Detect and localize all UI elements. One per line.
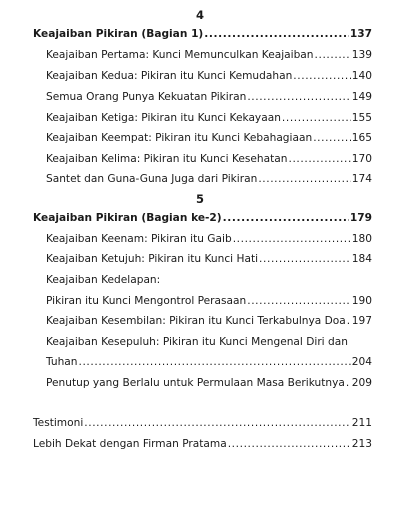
toc-entry-title: Keajaiban Ketujuh: Pikiran itu Kunci Hati [46, 253, 259, 265]
toc-entry[interactable] [46, 273, 372, 287]
toc-entry-page: 170 [351, 153, 372, 165]
chapter-number: 5 [195, 192, 204, 206]
chapter-number: 4 [195, 8, 204, 22]
toc-entry-page: 180 [351, 233, 372, 245]
toc-entry-title: Keajaiban Keempat: Pikiran itu Kunci Kebahagiaan [46, 132, 313, 144]
toc-entry-title: Semua Orang Punya Kekuatan Pikiran [46, 91, 247, 103]
dot-leader [288, 152, 350, 166]
toc-entry[interactable] [46, 69, 372, 83]
toc-entry-title: Lebih Dekat dengan Firman Pratama [33, 438, 227, 450]
toc-entry-author[interactable] [33, 437, 372, 451]
toc-entry-page: 140 [351, 70, 372, 82]
toc-entry[interactable] [46, 131, 372, 145]
toc-entry-page: 213 [351, 438, 372, 450]
toc-entry-testimoni[interactable] [33, 416, 372, 430]
toc-entry-page: 155 [351, 112, 372, 124]
toc-entry[interactable] [46, 48, 372, 62]
toc-entry[interactable] [46, 90, 372, 104]
dot-leader [258, 172, 350, 186]
toc-entry-title: Keajaiban Pikiran (Bagian ke-2) [33, 212, 222, 224]
toc-entry[interactable] [46, 232, 372, 246]
toc-entry-title: Testimoni [33, 417, 84, 429]
toc-entry[interactable] [46, 376, 372, 390]
dot-leader [347, 314, 351, 328]
toc-entry-page: 139 [351, 49, 372, 61]
toc-entry-page: 184 [351, 253, 372, 265]
toc-chapter-heading[interactable] [33, 27, 372, 41]
toc-entry[interactable] [46, 335, 372, 349]
toc-entry-title: Keajaiban Pertama: Kunci Memunculkan Keajaiban [46, 49, 314, 61]
toc-entry-title: Tuhan [46, 356, 78, 368]
toc-entry-page: 149 [351, 91, 372, 103]
dot-leader [259, 252, 351, 266]
toc-entry[interactable] [46, 172, 372, 186]
toc-entry-title: Keajaiban Kesembilan: Pikiran itu Kunci Terkabulnya Doa [46, 315, 346, 327]
dot-leader [204, 27, 349, 41]
dot-leader [228, 437, 351, 451]
toc-entry-page: 190 [351, 295, 372, 307]
dot-leader [233, 232, 351, 246]
toc-entry-title: Keajaiban Kedua: Pikiran itu Kunci Kemudahan [46, 70, 293, 82]
toc-chapter-heading[interactable] [33, 211, 372, 225]
dot-leader [293, 69, 350, 83]
toc-entry[interactable] [46, 355, 372, 369]
dot-leader [247, 294, 351, 308]
toc-entry-title: Keajaiban Kelima: Pikiran itu Kunci Kesehatan [46, 153, 288, 165]
toc-entry-page: 137 [349, 28, 372, 40]
dot-leader [223, 211, 349, 225]
dot-leader [79, 355, 351, 369]
toc-entry-title: Keajaiban Ketiga: Pikiran itu Kunci Kekayaan [46, 112, 281, 124]
toc-entry-page: 165 [351, 132, 372, 144]
toc-entry[interactable] [46, 314, 372, 328]
toc-entry-title: Santet dan Guna-Guna Juga dari Pikiran [46, 173, 258, 185]
toc-entry-title: Keajaiban Kesepuluh: Pikiran itu Kunci Mengenal Diri dan [46, 336, 348, 348]
toc-entry-page: 204 [351, 356, 372, 368]
toc-entry-page: 211 [351, 417, 372, 429]
dot-leader [315, 48, 351, 62]
toc-entry-page: 174 [351, 173, 372, 185]
toc-entry-title: Pikiran itu Kunci Mengontrol Perasaan [46, 295, 247, 307]
toc-entry-title: Keajaiban Kedelapan: [46, 274, 161, 286]
toc-entry-title: Keajaiban Keenam: Pikiran itu Gaib [46, 233, 232, 245]
dot-leader [346, 376, 351, 390]
dot-leader [247, 90, 350, 104]
dot-leader [84, 416, 351, 430]
dot-leader [313, 131, 351, 145]
toc-entry-page: 179 [349, 212, 372, 224]
toc-entry-page: 209 [351, 377, 372, 389]
toc-entry-title: Penutup yang Berlalu untuk Permulaan Masa Berikutnya [46, 377, 345, 389]
toc-entry[interactable] [46, 152, 372, 166]
toc-entry[interactable] [46, 252, 372, 266]
toc-entry-title: Keajaiban Pikiran (Bagian 1) [33, 28, 204, 40]
dot-leader [282, 111, 351, 125]
toc-entry[interactable] [46, 111, 372, 125]
toc-entry[interactable] [46, 294, 372, 308]
toc-entry-page: 197 [351, 315, 372, 327]
